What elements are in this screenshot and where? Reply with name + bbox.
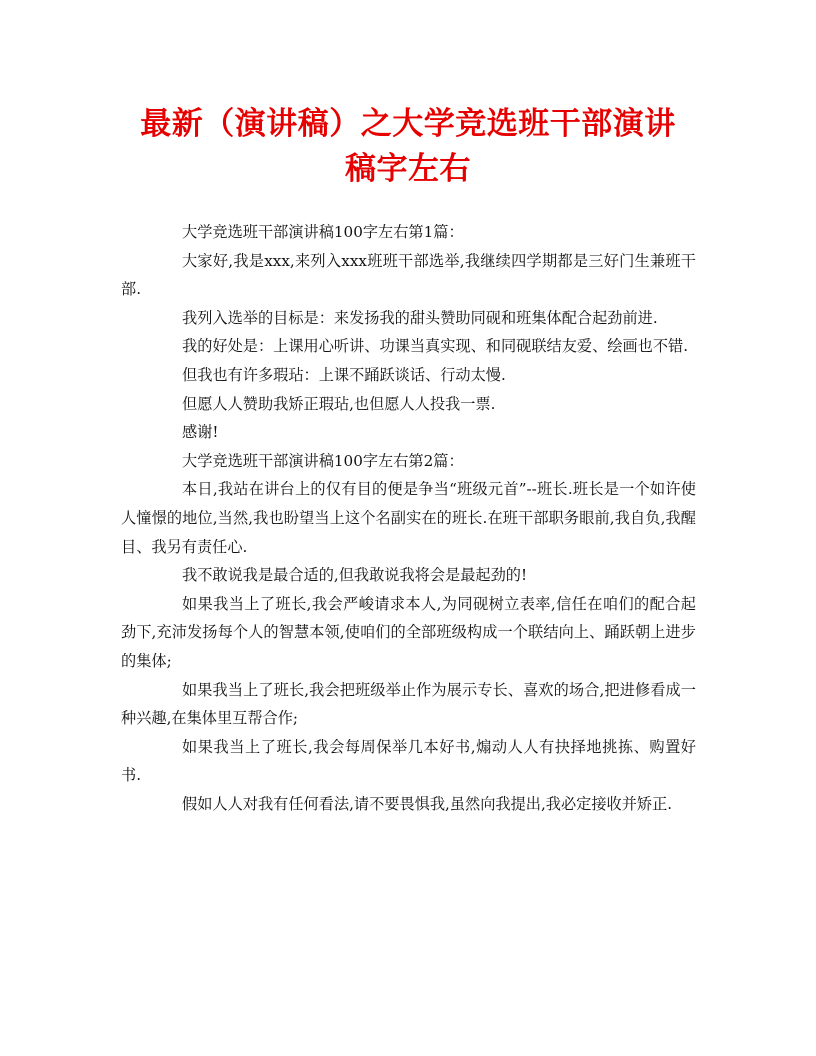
paragraph: 我的好处是：上课用心听讲、功课当真实现、和同砚联结友爱、绘画也不错. <box>182 337 689 356</box>
paragraph: 感谢! <box>182 423 219 442</box>
document-body <box>121 218 696 818</box>
document-title <box>100 102 716 192</box>
paragraph: 如果我当上了班长,我会严峻请求本人,为同砚树立表率,信任在咱们的配合起劲下,充沛发扬每个人的智慧本领,使咱们的全部班级构成一个联结向上、踊跃朝上进步的集体; <box>121 594 696 670</box>
paragraph: 大学竞选班干部演讲稿100字左右第1篇： <box>182 223 464 241</box>
paragraph: 如果我当上了班长,我会每周保举几本好书,煽动人人有抉择地挑拣、购置好书. <box>121 737 696 785</box>
paragraph: 本日,我站在讲台上的仅有目的便是争当“班级元首”--班长.班长是一个如许使人憧憬的地位,当然,我也盼望当上这个名副实在的班长.在班干部职务眼前,我自负,我醒目、我另有责任心. <box>121 480 696 556</box>
paragraph: 大学竞选班干部演讲稿100字左右第2篇： <box>182 451 464 470</box>
title-line-1: 最新（演讲稿）之大学竞选班干部演讲 <box>140 106 676 142</box>
title-line-2: 稿字左右 <box>345 151 471 187</box>
paragraph: 大家好,我是xxx,来列入xxx班班干部选举,我继续四学期都是三好门生兼班干部. <box>121 251 696 299</box>
paragraph: 如果我当上了班长,我会把班级举止作为展示专长、喜欢的场合,把进修看成一种兴趣,在集体里互帮合作; <box>121 680 696 728</box>
paragraph: 但我也有许多瑕玷：上课不踊跃谈话、行动太慢. <box>182 365 506 384</box>
paragraph: 假如人人对我有任何看法,请不要畏惧我,虽然向我提出,我必定接收并矫正. <box>182 794 673 813</box>
paragraph: 但愿人人赞助我矫正瑕玷,也但愿人人投我一票. <box>182 394 496 413</box>
paragraph: 我列入选举的目标是：来发扬我的甜头赞助同砚和班集体配合起劲前进. <box>182 308 658 327</box>
paragraph: 我不敢说我是最合适的,但我敢说我将会是最起劲的! <box>182 566 528 585</box>
